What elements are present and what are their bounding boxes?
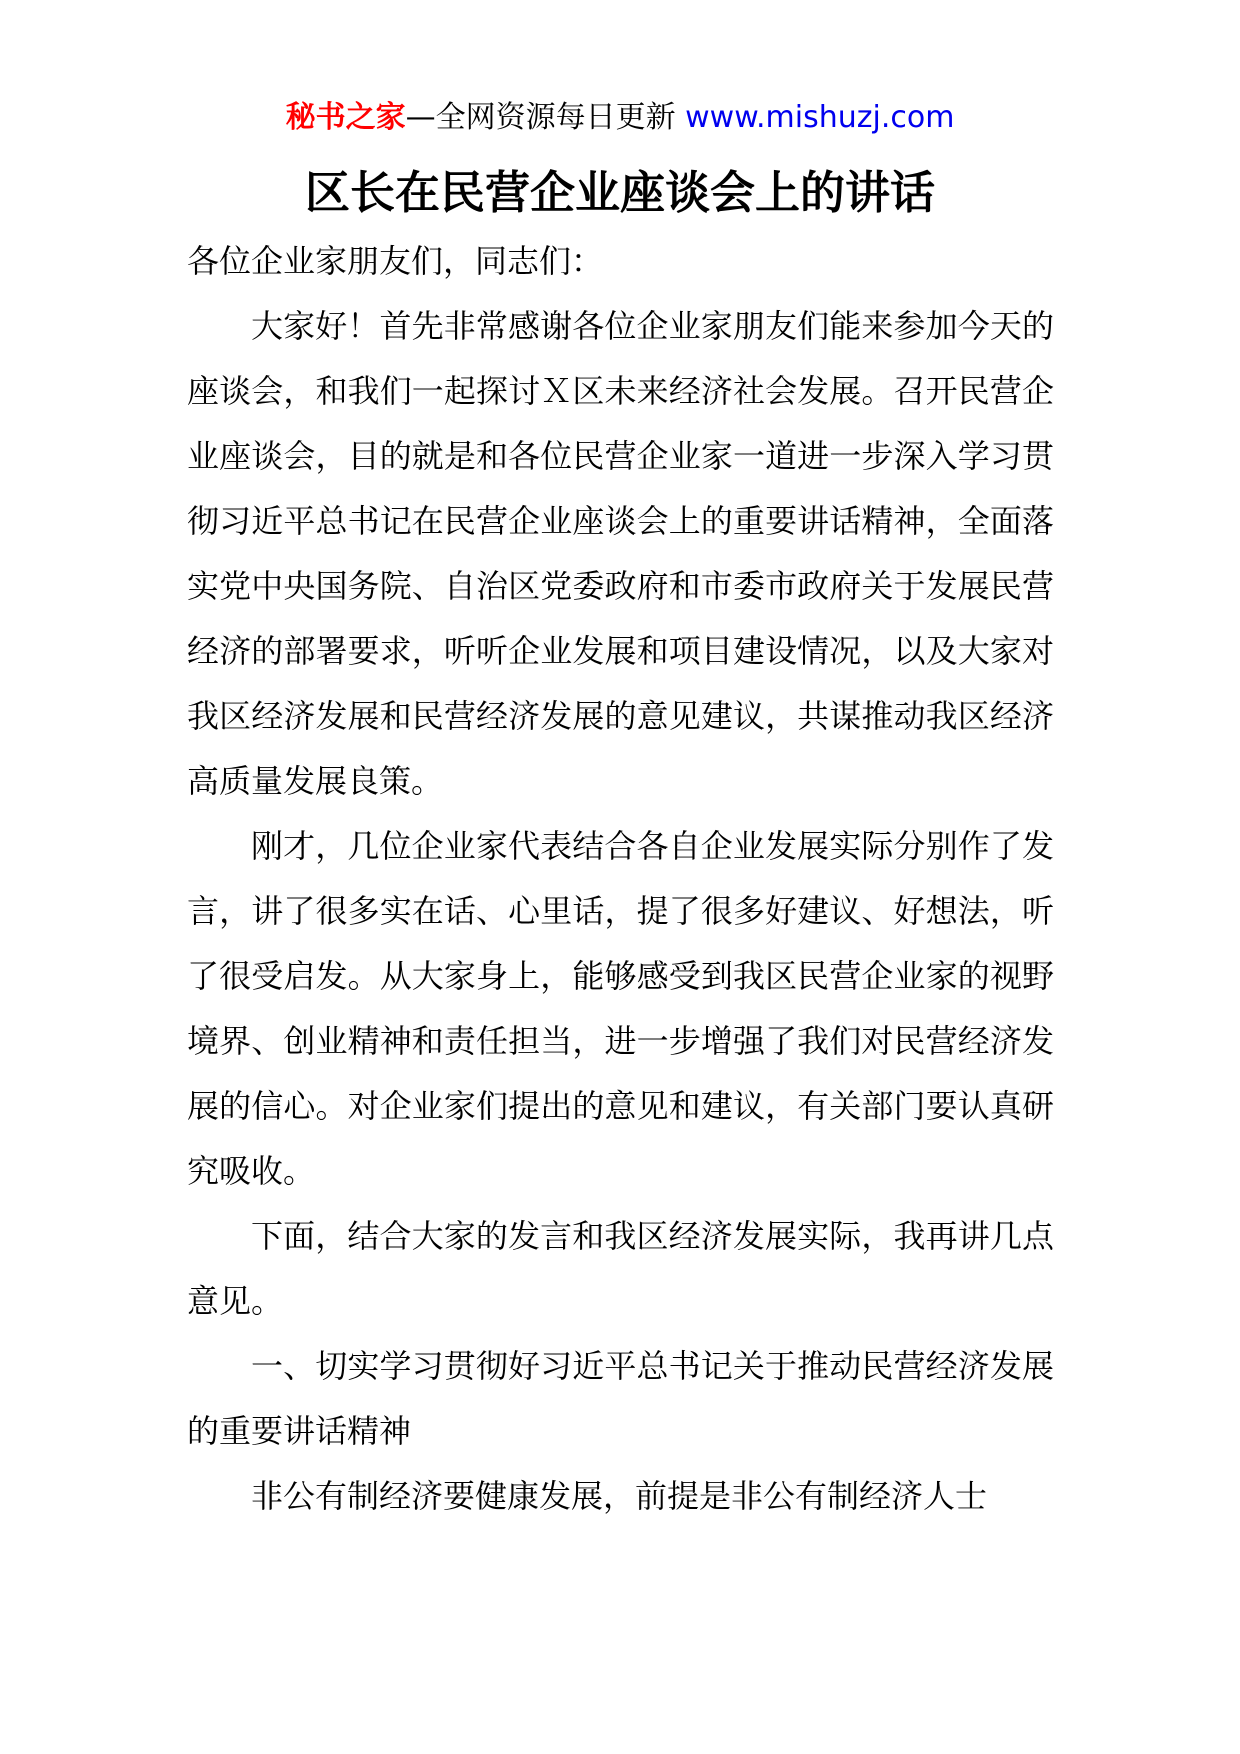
paragraph-3: 下面，结合大家的发言和我区经济发展实际，我再讲几点意见。 bbox=[187, 1217, 1054, 1320]
document-body bbox=[187, 229, 1054, 1529]
site-header bbox=[0, 98, 1240, 138]
paragraph-1: 大家好！首先非常感谢各位企业家朋友们能来参加今天的座谈会，和我们一起探讨Ｘ区未来经济社会发展。召开民营企业座谈会，目的就是和各位民营企业家一道进一步深入学习贯彻习近平总书记在民营企业座谈会上的重要讲话精神，全面落实党中央国务院、自治区党委政府和市委市政府关于发展民营经济的部署要求，听听企业发展和项目建设情况，以及大家对我区经济发展和民营经济发展的意见建议，共谋推动我区经济高质量发展良策。 bbox=[187, 307, 1054, 800]
salutation: 各位企业家朋友们，同志们： bbox=[187, 242, 604, 280]
header-tagline: —全网资源每日更新 bbox=[405, 100, 676, 135]
brand-name: 秘书之家 bbox=[285, 100, 406, 135]
website-link[interactable]: www.mishuzj.com bbox=[685, 100, 955, 135]
section-heading-1: 一、切实学习贯彻好习近平总书记关于推动民营经济发展的重要讲话精神 bbox=[187, 1347, 1054, 1450]
paragraph-4: 非公有制经济要健康发展，前提是非公有制经济人士 bbox=[251, 1477, 988, 1515]
paragraph-2: 刚才，几位企业家代表结合各自企业发展实际分别作了发言，讲了很多实在话、心里话，提了很多好建议、好想法，听了很受启发。从大家身上，能够感受到我区民营企业家的视野境界、创业精神和责任担当，进一步增强了我们对民营经济发展的信心。对企业家们提出的意见和建议，有关部门要认真研究吸收。 bbox=[187, 827, 1054, 1190]
document-title: 区长在民营企业座谈会上的讲话 bbox=[304, 166, 935, 219]
